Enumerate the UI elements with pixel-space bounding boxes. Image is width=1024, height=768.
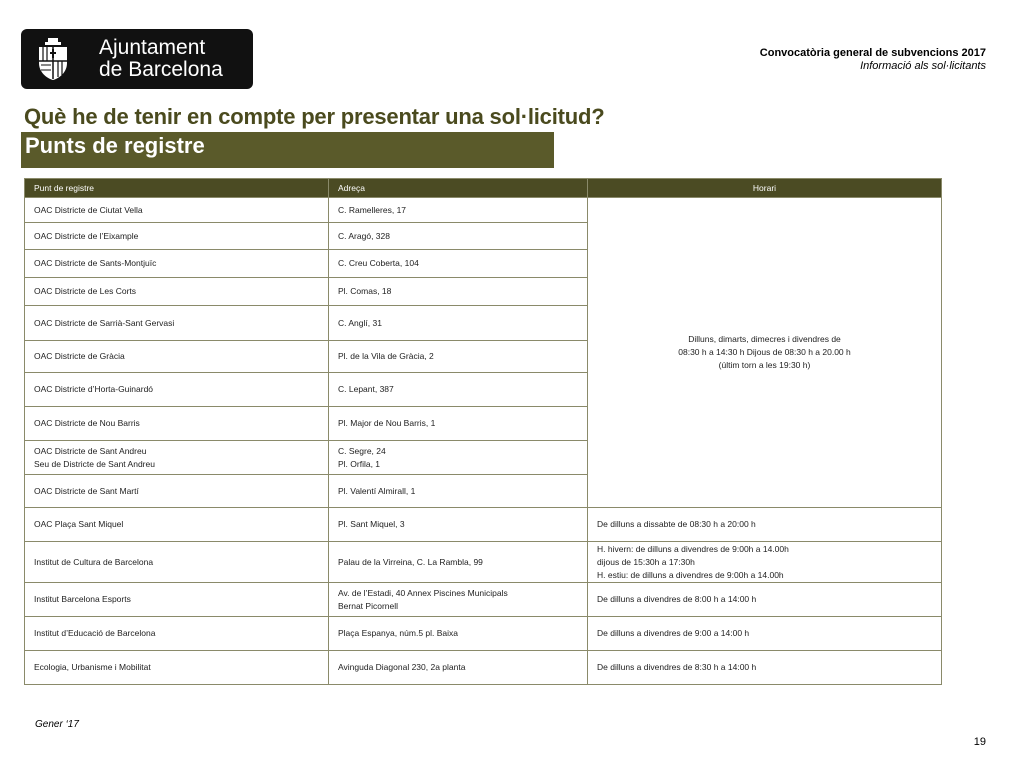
cell-address xyxy=(329,223,588,250)
logo-wordmark xyxy=(99,37,223,81)
cell-text: Pl. Sant Miquel, 3 xyxy=(338,519,405,529)
logo-line-2: de Barcelona xyxy=(99,58,223,81)
cell-text: Pl. Valentí Almirall, 1 xyxy=(338,485,416,496)
cell-text: OAC Districte de l’Eixample xyxy=(34,230,139,241)
cell-registration-point xyxy=(25,583,329,617)
cell-text: H. hivern: de dilluns a divendres de 9:00h a 14.00h xyxy=(597,543,789,554)
cell-address xyxy=(329,542,588,583)
cell-registration-point xyxy=(25,617,329,651)
cell-address xyxy=(329,617,588,651)
cell-text: dijous de 15:30h a 17:30h xyxy=(597,556,695,567)
cell-text: OAC Districte de Sarrià-Sant Gervasi xyxy=(34,317,175,328)
cell-address xyxy=(329,373,588,407)
column-header-address: Adreça xyxy=(329,179,588,198)
cell-address xyxy=(329,278,588,306)
cell-text: De dilluns a divendres de 8:30 h a 14:00 h xyxy=(597,662,757,672)
section-banner xyxy=(21,132,554,168)
cell-text: OAC Districte de Ciutat Vella xyxy=(34,204,143,215)
cell-address xyxy=(329,475,588,508)
cell-text: Institut d’Educació de Barcelona xyxy=(34,628,156,638)
cell-schedule xyxy=(588,651,942,685)
table-row xyxy=(25,651,942,685)
cell-registration-point xyxy=(25,441,329,475)
cell-text: C. Creu Coberta, 104 xyxy=(338,258,419,268)
cell-registration-point xyxy=(25,306,329,341)
cell-registration-point xyxy=(25,341,329,373)
cell-text: Avinguda Diagonal 230, 2a planta xyxy=(338,662,466,672)
document-header xyxy=(760,47,986,73)
cell-schedule xyxy=(588,617,942,651)
cell-text: OAC Plaça Sant Miquel xyxy=(34,519,124,529)
registration-points-table xyxy=(24,178,942,685)
cell-address xyxy=(329,508,588,542)
cell-text: Seu de Districte de Sant Andreu xyxy=(34,458,155,469)
cell-registration-point xyxy=(25,651,329,685)
cell-text: De dilluns a divendres de 9:00 a 14:00 h xyxy=(597,628,750,638)
cell-address xyxy=(329,651,588,685)
cell-text: Ecologia, Urbanisme i Mobilitat xyxy=(34,662,151,672)
cell-registration-point xyxy=(25,407,329,441)
section-title: Punts de registre xyxy=(25,133,205,158)
cell-text: C. Aragó, 328 xyxy=(338,230,390,241)
table-row xyxy=(25,542,942,583)
cell-text: OAC Districte de Sant Andreu xyxy=(34,445,147,456)
barcelona-shield-icon xyxy=(31,37,75,81)
logo-line-1: Ajuntament xyxy=(99,36,206,59)
cell-address xyxy=(329,306,588,341)
cell-registration-point xyxy=(25,542,329,583)
page-number: 19 xyxy=(973,736,986,748)
column-header-schedule: Horari xyxy=(588,179,942,198)
cell-schedule xyxy=(588,583,942,617)
cell-text: OAC Districte de Sant Martí xyxy=(34,485,139,496)
cell-registration-point xyxy=(25,475,329,508)
cell-registration-point xyxy=(25,250,329,278)
cell-text: OAC Districte d’Horta-Guinardó xyxy=(34,384,154,394)
cell-text: Pl. Orfila, 1 xyxy=(338,458,381,469)
cell-text: OAC Districte de Gràcia xyxy=(34,351,125,361)
cell-text: Plaça Espanya, núm.5 pl. Baixa xyxy=(338,628,459,638)
cell-address xyxy=(329,441,588,475)
cell-text: Institut de Cultura de Barcelona xyxy=(34,556,154,567)
cell-registration-point xyxy=(25,198,329,223)
cell-schedule xyxy=(588,508,942,542)
cell-registration-point xyxy=(25,278,329,306)
cell-address xyxy=(329,250,588,278)
cell-text: (últim torn a les 19:30 h) xyxy=(718,360,811,370)
cell-text: Bernat Picornell xyxy=(338,600,399,611)
page-title: Què he de tenir en compte per presentar una sol·licitud? xyxy=(24,104,605,129)
header-title: Convocatòria general de subvencions 2017 xyxy=(759,47,986,59)
cell-address xyxy=(329,341,588,373)
cell-text: Pl. Major de Nou Barris, 1 xyxy=(338,418,436,428)
cell-registration-point xyxy=(25,223,329,250)
ajuntament-logo xyxy=(21,29,253,89)
cell-text: H. estiu: de dilluns a divendres de 9:00h a 14.00h xyxy=(597,569,784,580)
cell-text: Pl. Comas, 18 xyxy=(338,286,392,296)
table-row xyxy=(25,198,942,223)
cell-text: OAC Districte de Sants-Montjuïc xyxy=(34,258,157,268)
cell-registration-point xyxy=(25,508,329,542)
cell-schedule xyxy=(588,542,942,583)
header-subtitle: Informació als sol·licitants xyxy=(860,60,986,72)
table-body xyxy=(25,198,942,685)
cell-address xyxy=(329,583,588,617)
table-row xyxy=(25,508,942,542)
cell-text: OAC Districte de Les Corts xyxy=(34,286,137,296)
cell-text: 08:30 h a 14:30 h Dijous de 08:30 h a 20.00 h xyxy=(678,347,851,357)
footer-date: Gener ‘17 xyxy=(35,719,79,730)
cell-text: Pl. de la Vila de Gràcia, 2 xyxy=(338,351,434,361)
cell-text: C. Ramelleres, 17 xyxy=(338,204,407,215)
table-row xyxy=(25,617,942,651)
column-header-point: Punt de registre xyxy=(25,179,329,198)
cell-text: Av. de l’Estadi, 40 Annex Piscines Municipals xyxy=(338,587,508,598)
cell-text: C. Segre, 24 xyxy=(338,445,386,456)
cell-text: Palau de la Virreina, C. La Rambla, 99 xyxy=(338,556,483,567)
cell-address xyxy=(329,198,588,223)
cell-shared-schedule xyxy=(588,198,942,508)
cell-text: C. Anglí, 31 xyxy=(338,317,382,328)
cell-address xyxy=(329,407,588,441)
cell-text: De dilluns a divendres de 8:00 h a 14:00 h xyxy=(597,594,757,604)
cell-text: De dilluns a dissabte de 08:30 h a 20:00 h xyxy=(597,519,756,529)
cell-text: C. Lepant, 387 xyxy=(338,384,394,394)
table-row xyxy=(25,583,942,617)
cell-text: Dilluns, dimarts, dimecres i divendres de xyxy=(688,334,841,344)
cell-text: OAC Districte de Nou Barris xyxy=(34,418,140,428)
cell-text: Institut Barcelona Esports xyxy=(34,594,131,604)
cell-registration-point xyxy=(25,373,329,407)
table-header-row xyxy=(25,179,942,198)
